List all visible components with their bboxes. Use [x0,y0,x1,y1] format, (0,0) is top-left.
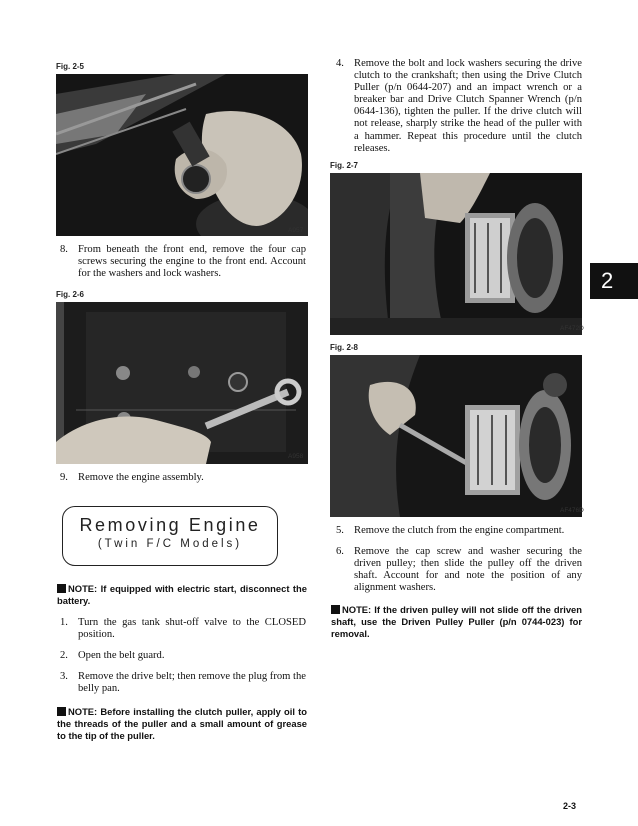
fig-2-7-label: Fig. 2-7 [330,161,359,170]
section-heading-box [62,506,278,566]
step-2-number: 2. [60,650,68,661]
step-3-number: 3. [60,671,68,682]
note-square-icon [57,707,66,716]
fig-2-5-label: Fig. 2-5 [56,62,85,71]
note-square-icon [57,584,66,593]
step-6-text: Remove the cap screw and washer securing the driven pulley; then slide the pulley off the driven shaft. Account for and note the position of any alignment washers. [354,546,582,594]
note-electric-start-text: NOTE: If equipped with electric start, disconnect the battery. [57,583,307,607]
step-4-number: 4. [336,58,344,69]
step-5-text: Remove the clutch from the engine compartment. [354,525,565,536]
step-3 [60,671,306,695]
step-9 [60,472,306,484]
fig-2-6-photo [56,302,308,464]
step-1 [60,617,306,641]
step-9-text: Remove the engine assembly. [78,472,204,483]
fig-2-5-photo [56,74,308,236]
step-5 [336,525,582,537]
step-3-text: Remove the drive belt; then remove the plug from the belly pan. [78,671,306,695]
fig-2-7-code: AF472D [560,325,584,332]
step-1-number: 1. [60,617,68,628]
fig-2-8-code: AF476D [560,507,584,514]
step-1-text: Turn the gas tank shut-off valve to the CLOSED position. [78,617,306,641]
step-6 [336,546,582,594]
section-heading-title: Removing Engine [79,515,261,535]
step-5-number: 5. [336,525,344,536]
step-2-text: Open the belt guard. [78,650,165,661]
step-9-number: 9. [60,472,68,483]
note-clutch-puller-text: NOTE: Before installing the clutch puller, apply oil to the threads of the puller and a small amount of grease to the tip of the puller. [57,706,307,742]
chapter-tab: 2 [590,263,638,299]
note-electric-start [57,583,307,607]
section-heading-subtitle: (Twin F/C Models) [97,538,243,550]
fig-2-5-code: A957 [288,227,304,234]
page-number: 2-3 [563,801,577,811]
fig-2-6-label: Fig. 2-6 [56,290,85,299]
step-8-number: 8. [60,244,68,255]
step-6-number: 6. [336,546,344,557]
fig-2-8-label: Fig. 2-8 [330,343,359,352]
step-8 [60,244,306,280]
step-2 [60,650,306,662]
step-4 [336,58,582,155]
fig-2-6-code: A958 [288,453,304,460]
note-clutch-puller [57,706,307,743]
fig-2-7-photo [330,173,582,335]
fig-2-8-photo [330,355,582,517]
step-4-text: Remove the bolt and lock washers securing the drive clutch to the crankshaft; then using the Drive Clutch Puller (p/n 0644-207) and an impact wrench or a breaker bar and Drive Clutch Spanner Wrench (p/n 0644-136), tighten the puller. If the drive clutch will not release, sharply strike the head of the puller with a hammer. Repeat this procedure until the clutch releases. [354,58,582,154]
note-driven-pulley [331,604,582,641]
step-8-text: From beneath the front end, remove the four cap screws securing the engine to the front end. Account for the washers and lock washers. [78,244,306,280]
note-square-icon [331,605,340,614]
note-driven-pulley-text: NOTE: If the driven pulley will not slide off the driven shaft, use the Driven Pulley Puller (p/n 0744-023) for removal. [331,604,582,640]
